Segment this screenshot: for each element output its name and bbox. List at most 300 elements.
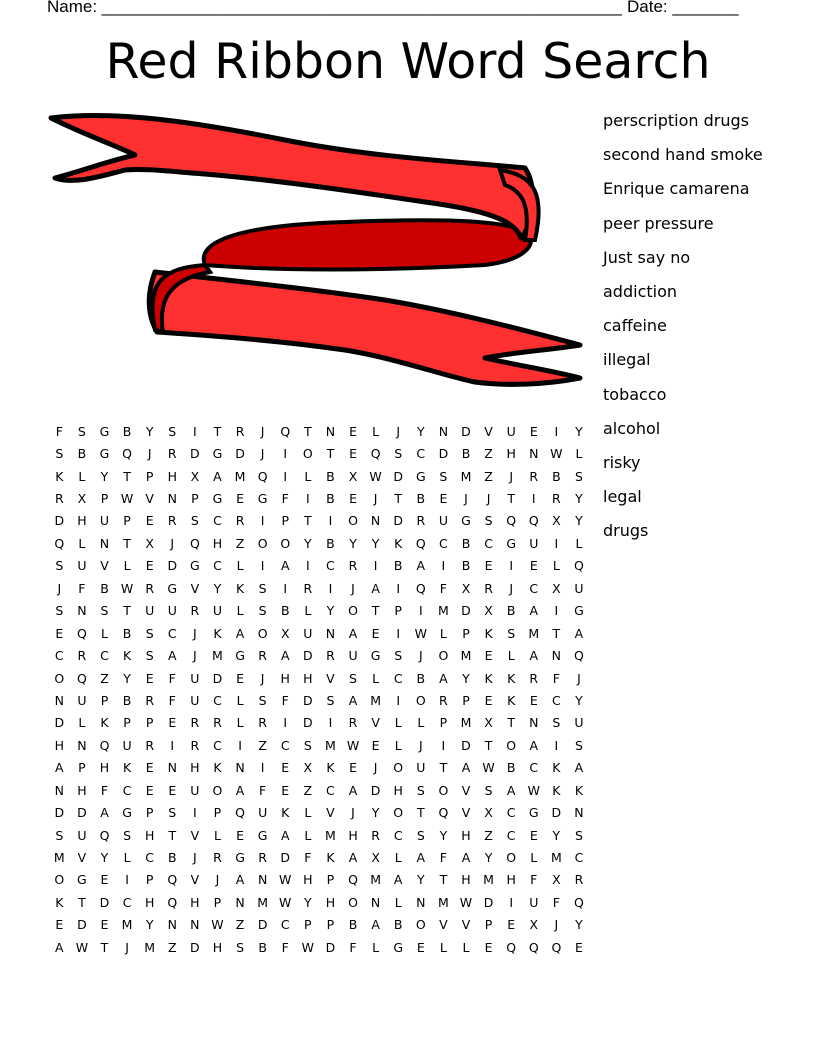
grid-letter: T [439,872,448,888]
grid-letter: S [552,715,561,731]
grid-letter: C [506,827,516,843]
grid-letter: P [326,872,335,888]
grid-letter: Z [484,446,493,462]
grid-letter: M [53,850,65,866]
grid-letter: R [439,692,448,708]
grid-letter: S [484,513,493,529]
grid-letter: Y [213,580,222,596]
grid-letter: O [506,737,517,753]
grid-letter: M [483,872,494,888]
grid-letter: U [167,603,177,619]
grid-letter: H [461,827,471,843]
grid-letter: J [260,670,265,686]
grid-letter: R [145,580,155,596]
grid-letter: P [326,917,335,933]
grid-letter: X [484,715,493,731]
grid-letter: Z [258,737,267,753]
grid-letter: A [55,939,64,955]
grid-letter: K [326,760,335,776]
grid-row [48,644,590,666]
grid-letter: S [574,468,583,484]
grid-letter: X [348,468,358,484]
grid-letter: F [168,670,176,686]
grid-letter: E [168,715,177,731]
grid-letter: A [348,625,358,641]
grid-letter: J [147,446,152,462]
grid-letter: F [259,782,267,798]
grid-letter: J [373,491,378,507]
grid-letter: K [484,625,493,641]
grid-letter: L [304,827,312,843]
grid-letter: J [170,535,175,551]
grid-letter: A [100,805,109,821]
grid-letter: U [77,827,87,843]
grid-letter: E [145,558,154,574]
grid-letter: J [260,423,265,439]
grid-letter: H [190,760,200,776]
grid-letter: M [325,827,336,843]
grid-letter: R [348,715,358,731]
grid-letter: C [122,894,132,910]
grid-letter: Q [438,805,449,821]
grid-letter: E [145,782,154,798]
grid-letter: X [552,872,561,888]
grid-letter: S [55,558,64,574]
page-title: Red Ribbon Word Search [105,33,711,90]
grid-letter: M [550,850,562,866]
grid-letter: K [55,468,64,484]
grid-letter: C [551,692,561,708]
grid-letter: E [529,692,538,708]
grid-letter: Q [574,558,584,574]
grid-letter: F [349,939,357,955]
grid-letter: L [372,670,380,686]
grid-letter: V [484,423,493,439]
grid-letter: T [123,535,131,551]
grid-letter: N [370,894,381,910]
grid-letter: A [506,782,516,798]
grid-letter: S [507,625,516,641]
grid-row [48,487,590,509]
grid-letter: I [554,737,559,753]
grid-letter: S [258,603,267,619]
grid-letter: H [303,670,313,686]
grid-letter: C [574,850,584,866]
grid-letter: Q [415,580,426,596]
grid-letter: Q [99,827,110,843]
grid-letter: P [281,513,289,529]
grid-letter: Y [575,491,583,507]
grid-letter: I [328,513,333,529]
grid-letter: C [213,692,222,708]
grid-letter: D [167,558,178,574]
grid-letter: A [529,603,539,619]
grid-letter: R [326,648,335,664]
grid-letter: C [54,648,64,664]
grid-letter: L [575,535,583,551]
grid-letter: H [303,872,313,888]
grid-row [48,891,590,913]
grid-letter: M [460,468,472,484]
grid-letter: Q [574,894,584,910]
grid-letter: C [529,580,539,596]
grid-row [48,442,590,464]
grid-letter: U [438,513,448,529]
grid-letter: W [414,625,427,641]
grid-letter: P [100,491,109,507]
red-ribbon-icon [45,100,590,400]
grid-letter: P [100,692,109,708]
grid-letter: N [529,446,539,462]
grid-row [48,577,590,599]
grid-letter: M [437,894,449,910]
grid-letter: O [348,603,358,619]
grid-letter: J [509,468,514,484]
grid-letter: S [416,782,425,798]
grid-letter: X [484,603,493,619]
grid-letter: Y [371,805,380,821]
grid-letter: L [462,939,470,955]
grid-letter: D [370,782,381,798]
grid-letter: M [370,872,381,888]
grid-letter: D [190,446,200,462]
grid-letter: N [574,805,584,821]
grid-letter: E [529,558,538,574]
grid-letter: V [461,805,471,821]
grid-letter: I [328,580,333,596]
grid-letter: M [528,625,540,641]
grid-letter: C [529,760,539,776]
grid-letter: X [552,580,561,596]
grid-row [48,779,590,801]
grid-letter: B [326,468,335,484]
grid-letter: E [349,760,357,776]
grid-letter: E [439,491,448,507]
grid-letter: H [77,513,87,529]
grid-letter: H [212,939,223,955]
grid-letter: O [302,446,313,462]
grid-letter: A [461,850,471,866]
grid-letter: C [506,805,516,821]
grid-row [48,757,590,779]
grid-letter: L [552,558,560,574]
grid-letter: H [393,782,403,798]
grid-letter: G [506,535,517,551]
grid-letter: X [484,805,493,821]
grid-letter: Y [484,850,493,866]
grid-letter: S [439,468,448,484]
grid-letter: F [439,580,447,596]
grid-row [48,667,590,689]
grid-letter: W [301,939,315,955]
grid-letter: A [348,782,358,798]
grid-letter: M [460,715,472,731]
grid-letter: Z [235,535,245,551]
grid-letter: F [168,692,176,708]
grid-letter: B [100,580,109,596]
grid-letter: V [190,872,200,888]
grid-letter: J [509,580,514,596]
grid-letter: C [439,535,448,551]
grid-letter: C [122,782,132,798]
grid-letter: R [484,580,493,596]
grid-letter: L [417,715,425,731]
grid-letter: T [78,894,86,910]
grid-letter: S [100,603,109,619]
grid-letter: D [99,894,110,910]
grid-letter: L [236,692,244,708]
grid-letter: R [348,558,358,574]
grid-row [48,801,590,823]
grid-letter: S [55,446,64,462]
grid-row [48,869,590,891]
grid-letter: J [351,580,355,596]
grid-letter: W [75,939,89,955]
grid-letter: A [280,648,290,664]
grid-letter: I [193,423,197,439]
grid-letter: J [373,760,378,776]
grid-letter: T [416,805,425,821]
word-item: drugs [603,521,649,541]
grid-letter: T [304,423,312,439]
grid-letter: C [326,782,335,798]
grid-letter: P [462,625,470,641]
grid-letter: I [396,625,401,641]
grid-row [48,712,590,734]
date-field-label: Date: _______ [627,0,739,16]
grid-letter: B [552,468,561,484]
grid-letter: I [283,580,288,596]
grid-letter: E [484,692,493,708]
grid-letter: Q [54,535,65,551]
grid-letter: Y [304,894,312,910]
grid-letter: J [351,805,355,821]
grid-letter: X [145,535,154,551]
grid-letter: G [393,939,404,955]
grid-letter: O [415,692,426,708]
grid-letter: G [235,850,245,866]
grid-letter: W [550,446,563,462]
grid-letter: L [101,625,108,641]
grid-letter: F [552,894,560,910]
grid-letter: H [144,894,155,910]
grid-letter: N [551,648,562,664]
grid-letter: A [167,648,177,664]
grid-letter: G [99,423,110,439]
grid-letter: T [100,939,109,955]
grid-letter: J [418,737,423,753]
grid-letter: P [462,692,470,708]
grid-letter: K [213,760,222,776]
grid-letter: Y [439,827,448,843]
grid-letter: H [212,535,223,551]
grid-letter: Y [100,468,109,484]
grid-row [48,465,590,487]
grid-letter: F [530,872,538,888]
grid-letter: Z [303,782,313,798]
grid-row [48,420,590,442]
grid-letter: I [260,760,265,776]
grid-letter: X [303,760,313,776]
grid-letter: X [77,491,87,507]
grid-letter: I [373,558,378,574]
grid-letter: C [213,558,222,574]
grid-letter: F [281,692,289,708]
grid-letter: E [100,917,109,933]
grid-letter: U [190,692,200,708]
grid-letter: M [257,894,269,910]
grid-letter: U [574,580,584,596]
grid-letter: S [349,670,357,686]
grid-letter: E [281,782,290,798]
grid-letter: V [190,827,200,843]
grid-letter: H [77,782,87,798]
grid-letter: G [528,805,539,821]
grid-letter: G [257,827,268,843]
grid-letter: J [215,872,220,888]
grid-letter: E [484,558,493,574]
grid-letter: H [461,872,471,888]
grid-letter: G [257,491,268,507]
grid-letter: C [213,737,222,753]
grid-letter: N [77,603,87,619]
grid-letter: I [509,558,514,574]
grid-letter: I [170,737,175,753]
grid-letter: L [394,715,402,731]
grid-letter: R [167,446,177,462]
grid-letter: A [55,760,64,776]
grid-letter: T [123,603,131,619]
grid-letter: I [328,715,333,731]
grid-letter: R [529,468,539,484]
grid-letter: C [280,917,290,933]
grid-letter: Q [257,468,268,484]
grid-letter: L [507,648,515,664]
grid-letter: O [257,535,268,551]
grid-letter: F [281,939,289,955]
grid-letter: U [212,603,223,619]
grid-letter: S [303,737,312,753]
grid-letter: Q [235,805,245,821]
grid-letter: T [507,715,515,731]
grid-letter: D [235,446,245,462]
grid-letter: H [348,827,358,843]
grid-letter: Q [528,513,539,529]
grid-letter: I [260,513,265,529]
grid-letter: Y [575,917,583,933]
grid-letter: O [54,670,65,686]
grid-letter: X [190,468,200,484]
grid-letter: B [326,535,335,551]
grid-letter: T [213,423,222,439]
grid-letter: F [304,850,312,866]
grid-letter: S [258,580,267,596]
grid-letter: K [100,715,109,731]
word-item: Enrique camarena [603,179,750,199]
grid-letter: H [506,446,516,462]
grid-letter: K [55,894,64,910]
grid-letter: U [303,625,313,641]
grid-letter: B [348,917,358,933]
grid-letter: A [371,580,380,596]
grid-letter: I [283,468,288,484]
grid-letter: Y [123,670,131,686]
grid-letter: R [416,513,426,529]
grid-letter: T [168,827,177,843]
grid-letter: N [257,872,268,888]
grid-letter: J [577,670,581,686]
grid-letter: Q [122,446,132,462]
grid-letter: C [145,850,155,866]
grid-letter: V [326,805,335,821]
grid-letter: U [99,513,110,529]
grid-letter: E [371,737,380,753]
grid-row [48,824,590,846]
grid-letter: D [54,805,65,821]
grid-letter: U [145,603,155,619]
grid-letter: R [213,850,222,866]
grid-letter: V [100,558,109,574]
grid-letter: I [305,491,310,507]
grid-row [48,734,590,756]
grid-letter: X [280,625,290,641]
letter-grid [48,420,590,959]
grid-letter: G [574,603,584,619]
grid-letter: A [393,872,403,888]
grid-letter: J [486,491,491,507]
grid-letter: D [303,692,313,708]
grid-letter: R [213,715,222,731]
grid-letter: U [77,692,87,708]
grid-letter: L [372,939,380,955]
grid-letter: K [235,580,245,596]
grid-letter: S [123,827,132,843]
grid-letter: L [236,603,244,619]
grid-letter: E [168,782,177,798]
grid-letter: U [190,782,200,798]
grid-letter: Y [326,603,335,619]
grid-letter: W [527,782,540,798]
grid-letter: D [461,603,471,619]
grid-letter: R [190,715,200,731]
grid-letter: H [325,894,336,910]
grid-letter: N [370,513,381,529]
grid-letter: K [574,782,584,798]
grid-letter: V [439,917,448,933]
grid-letter: U [529,535,539,551]
grid-letter: J [193,648,197,664]
grid-letter: P [484,917,493,933]
grid-letter: N [416,894,426,910]
grid-letter: C [167,625,177,641]
grid-letter: O [438,648,449,664]
grid-letter: E [145,670,154,686]
word-item: alcohol [603,418,661,438]
grid-letter: L [78,468,86,484]
grid-letter: U [348,648,358,664]
grid-letter: I [531,491,536,507]
grid-letter: L [78,715,86,731]
grid-letter: U [574,715,584,731]
grid-letter: F [281,491,289,507]
grid-letter: A [280,558,290,574]
grid-letter: I [554,603,559,619]
grid-letter: D [77,917,87,933]
grid-letter: S [55,827,64,843]
grid-letter: R [167,513,177,529]
grid-letter: N [77,737,87,753]
grid-letter: R [258,715,267,731]
